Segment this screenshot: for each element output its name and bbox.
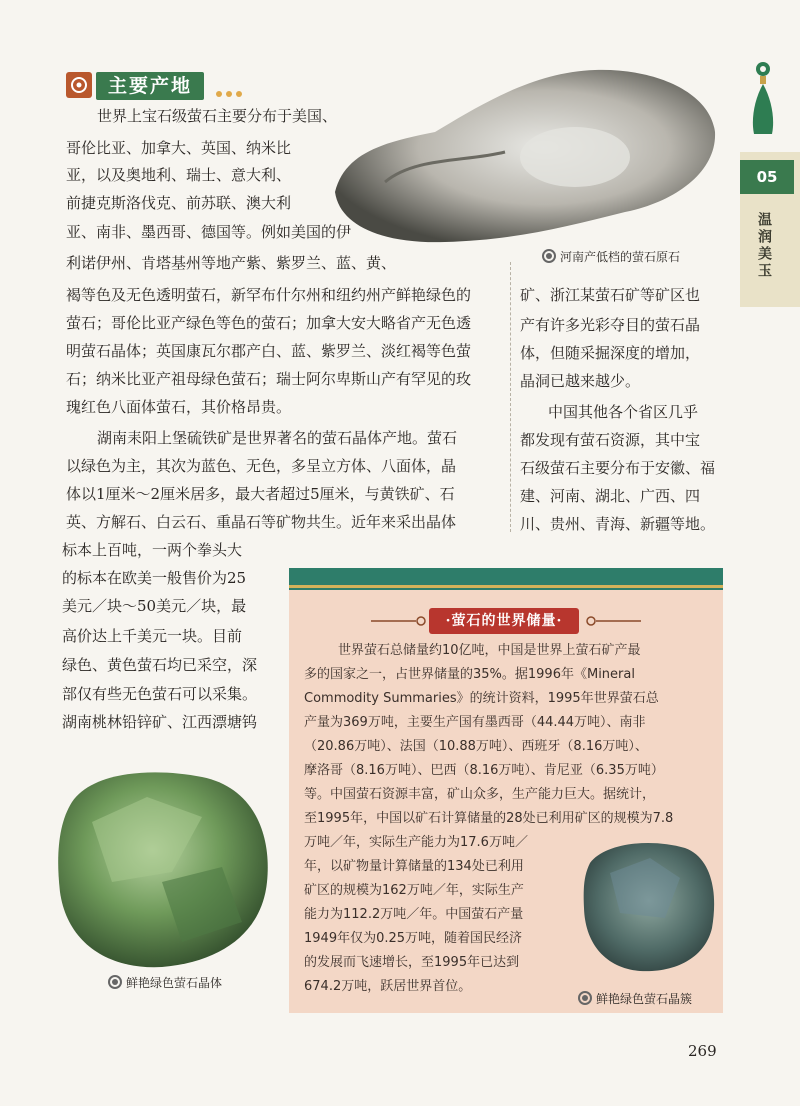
body-line: 以绿色为主，其次为蓝色、无色，多呈立方体、八面体，晶 xyxy=(66,457,457,475)
left-stone-caption: 鲜艳绿色萤石晶体 xyxy=(108,974,222,991)
right-column-line: 建、河南、湖北、广西、四 xyxy=(520,487,701,505)
right-column-line: 矿、浙江某萤石矿等矿区也 xyxy=(520,286,701,304)
section-heading xyxy=(66,72,256,100)
body-line: 世界上宝石级萤石主要分布于美国、 xyxy=(97,107,338,125)
right-column-line: 中国其他各个省区几乎 xyxy=(548,403,699,421)
jade-pendant-icon xyxy=(748,60,778,138)
body-line: 瑰红色八面体萤石，其价格昂贵。 xyxy=(66,398,292,416)
body-line: 前捷克斯洛伐克、前苏联、澳大利 xyxy=(66,194,292,212)
chapter-number: 05 xyxy=(740,160,794,194)
body-line: 体以1厘米～2厘米居多，最大者超过5厘米，与黄铁矿、石 xyxy=(66,485,455,503)
body-line: 绿色、黄色萤石均已采空，深 xyxy=(62,656,258,674)
box-title: ·萤石的世界储量· xyxy=(429,608,579,634)
box-line: 摩洛哥（8.16万吨）、巴西（8.16万吨）、肯尼亚（6.35万吨） xyxy=(304,763,664,778)
body-line: 湖南桃林铅锌矿、江西漂塘钨 xyxy=(62,713,258,731)
body-line: 亚、南非、墨西哥、德国等。例如美国的伊 xyxy=(66,223,352,241)
ornament-icon xyxy=(66,72,92,98)
column-divider xyxy=(510,262,511,532)
body-line: 亚，以及奥地利、瑞士、意大利、 xyxy=(66,166,292,184)
caption-bullet-icon xyxy=(542,249,556,263)
box-line: 世界萤石总储量约10亿吨，中国是世界上萤石矿产最 xyxy=(338,643,641,658)
box-line: 矿区的规模为162万吨／年，实际生产 xyxy=(304,883,524,898)
left-ornament-icon xyxy=(371,616,431,626)
box-line: （20.86万吨）、法国（10.88万吨）、西班牙（8.16万吨）、 xyxy=(304,739,648,754)
body-line: 石；纳米比亚产祖母绿色萤石；瑞士阿尔卑斯山产有罕见的玫 xyxy=(66,370,472,388)
heading-dots xyxy=(216,82,246,101)
box-line: 年，以矿物量计算储量的134处已利用 xyxy=(304,859,524,874)
box-line: 674.2万吨，跃居世界首位。 xyxy=(304,979,472,994)
top-stone-caption: 河南产低档的萤石原石 xyxy=(542,248,680,265)
body-line: 褐等色及无色透明萤石，新罕布什尔州和纽约州产鲜艳绿色的 xyxy=(66,286,472,304)
green-fluorite-cluster-image xyxy=(580,833,720,978)
box-line: Commodity Summaries》的统计资料，1995年世界萤石总 xyxy=(304,691,659,706)
green-fluorite-crystal-image xyxy=(52,762,274,970)
right-column-line: 晶洞已越来越少。 xyxy=(520,372,641,390)
box-header-band xyxy=(289,568,723,590)
box-line: 至1995年，中国以矿石计算储量的28处已利用矿区的规模为7.8 xyxy=(304,811,674,826)
section-title: 主要产地 xyxy=(96,72,204,100)
right-column-line: 川、贵州、青海、新疆等地。 xyxy=(520,515,716,533)
body-line: 美元／块～50美元／块，最 xyxy=(62,597,247,615)
body-line: 利诺伊州、肯塔基州等地产紫、紫罗兰、蓝、黄、 xyxy=(66,254,397,272)
body-line: 部仅有些无色萤石可以采集。 xyxy=(62,685,258,703)
box-line: 1949年仅为0.25万吨，随着国民经济 xyxy=(304,931,523,946)
box-line: 多的国家之一，占世界储量的35%。据1996年《Mineral xyxy=(304,667,635,682)
page-number: 269 xyxy=(688,1042,717,1060)
box-line: 的发展而飞速增长，至1995年已达到 xyxy=(304,955,520,970)
body-line: 标本上百吨，一两个拳头大 xyxy=(62,541,243,559)
body-line: 的标本在欧美一般售价为25 xyxy=(62,569,247,587)
box-line: 产量为369万吨，主要生产国有墨西哥（44.44万吨）、南非 xyxy=(304,715,646,730)
fluorite-rough-stone-image xyxy=(325,62,720,247)
box-line: 能力为112.2万吨／年。中国萤石产量 xyxy=(304,907,524,922)
right-column-line: 产有许多光彩夺目的萤石晶 xyxy=(520,316,701,334)
right-column-line: 石级萤石主要分布于安徽、福 xyxy=(520,459,716,477)
body-line: 哥伦比亚、加拿大、英国、纳米比 xyxy=(66,139,292,157)
box-stone-caption: 鲜艳绿色萤石晶簇 xyxy=(578,990,692,1007)
right-ornament-icon xyxy=(581,616,641,626)
chapter-label: 温润美玉 xyxy=(756,212,772,280)
body-line: 萤石；哥伦比亚产绿色等色的萤石；加拿大安大略省产无色透 xyxy=(66,314,472,332)
body-line: 英、方解石、白云石、重晶石等矿物共生。近年来采出晶体 xyxy=(66,513,457,531)
body-line: 明萤石晶体；英国康瓦尔郡产白、蓝、紫罗兰、淡红褐等色萤 xyxy=(66,342,472,360)
right-column-line: 体，但随采掘深度的增加， xyxy=(520,344,701,362)
chapter-tab xyxy=(740,152,800,307)
body-line: 湖南耒阳上堡硫铁矿是世界著名的萤石晶体产地。萤石 xyxy=(97,429,458,447)
caption-bullet-icon xyxy=(108,975,122,989)
box-line: 等。中国萤石资源丰富，矿山众多，生产能力巨大。据统计， xyxy=(304,787,656,802)
box-line: 万吨／年，实际生产能力为17.6万吨／ xyxy=(304,835,528,850)
body-line: 高价达上千美元一块。目前 xyxy=(62,627,243,645)
caption-bullet-icon xyxy=(578,991,592,1005)
right-column-line: 都发现有萤石资源，其中宝 xyxy=(520,431,701,449)
